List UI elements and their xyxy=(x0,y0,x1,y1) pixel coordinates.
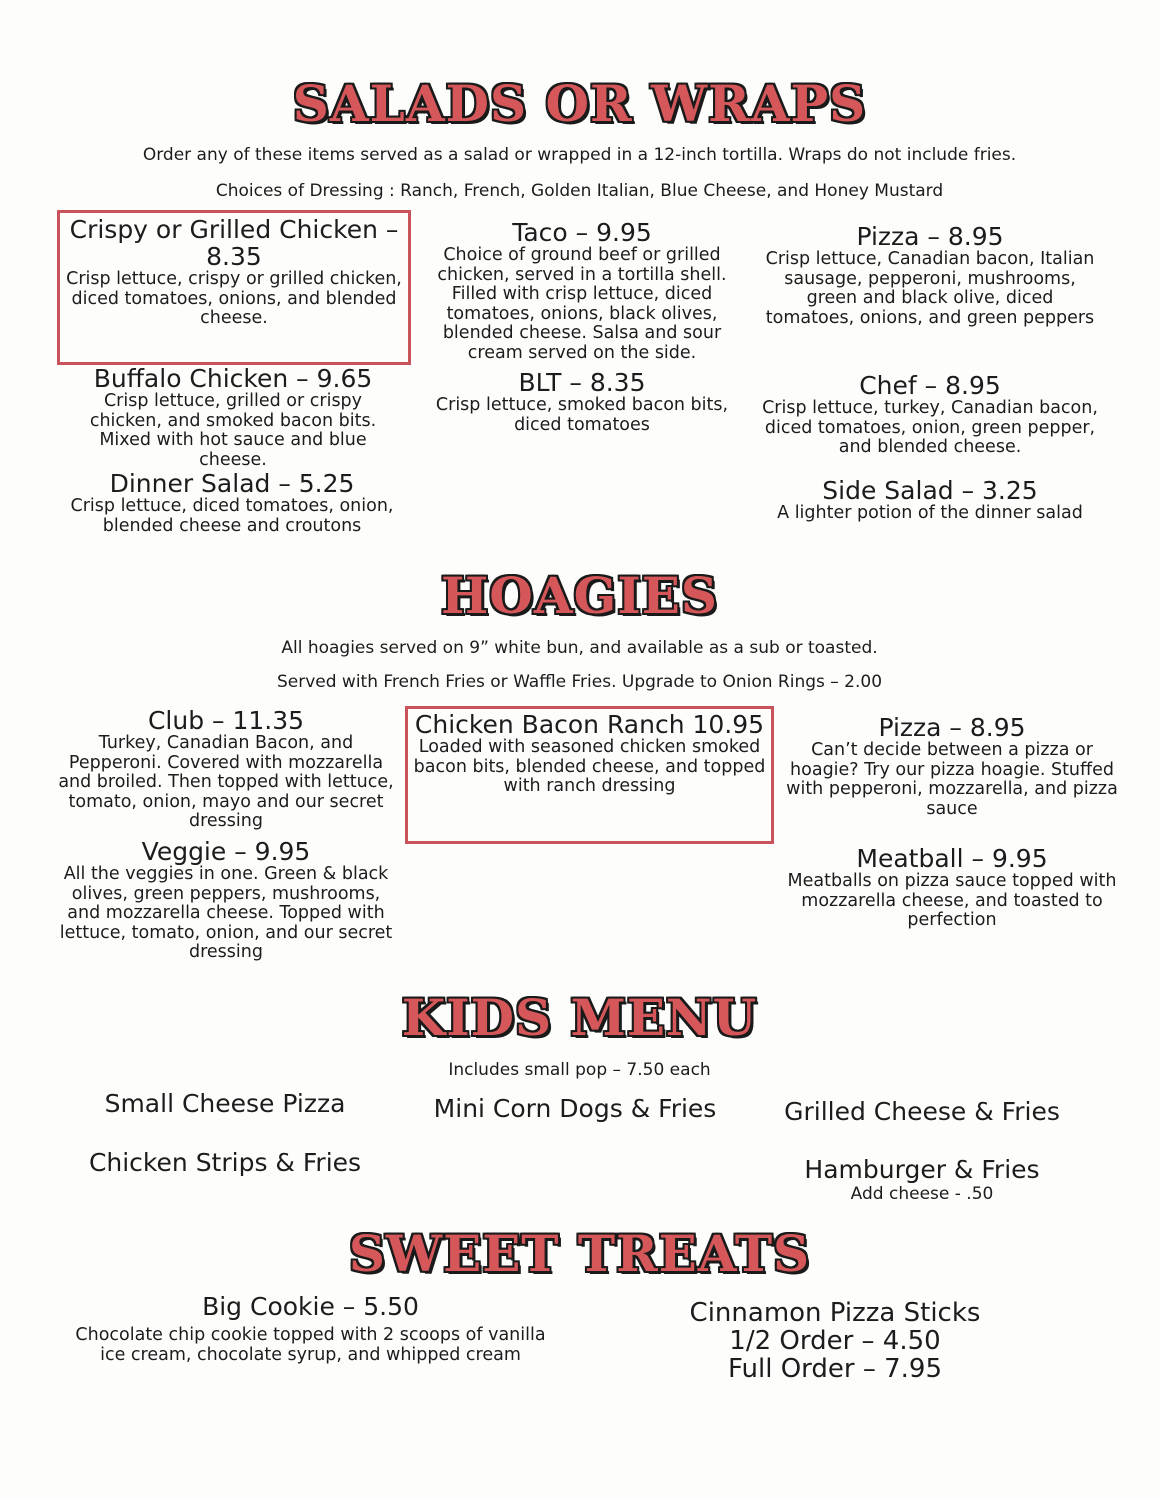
kids-item: Hamburger & Fries xyxy=(804,1155,1040,1184)
hoagie-veggie xyxy=(56,838,396,963)
kids-item: Grilled Cheese & Fries xyxy=(784,1097,1060,1126)
item-title: Chef – 8.95 xyxy=(859,371,1001,400)
half-order-price: 1/2 Order – 4.50 xyxy=(729,1326,941,1356)
item-title: Side Salad – 3.25 xyxy=(822,476,1038,505)
item-title: BLT – 8.35 xyxy=(518,368,646,397)
item-desc: Chocolate chip cookie topped with 2 scoops of vanilla ice cream, chocolate syrup, and whipped cream xyxy=(75,1325,546,1365)
item-desc: Meatballs on pizza sauce topped with mozzarella cheese, and toasted to perfection xyxy=(787,871,1117,930)
item-title: Buffalo Chicken – 9.65 xyxy=(93,364,373,393)
salad-dinner xyxy=(62,470,402,536)
item-title: Crispy or Grilled Chicken – 8.35 xyxy=(69,215,399,271)
kids-note: Includes small pop – 7.50 each xyxy=(448,1060,711,1080)
item-title: Dinner Salad – 5.25 xyxy=(109,469,355,498)
add-cheese-note: Add cheese - .50 xyxy=(850,1184,994,1204)
treats-heading: SWEET TREATS xyxy=(348,1224,811,1283)
kids-heading: KIDS MENU xyxy=(401,988,758,1047)
salads-note: Order any of these items served as a salad or wrapped in a 12-inch tortilla. Wraps do not include fries. xyxy=(142,145,1017,165)
hoagie-meatball xyxy=(782,845,1122,931)
hoagies-heading: HOAGIES xyxy=(441,566,718,625)
item-desc: Crisp lettuce, grilled or crispy chicken, and smoked bacon bits. Mixed with hot sauce and blue cheese. xyxy=(89,391,377,470)
salad-side xyxy=(762,477,1098,524)
treat-big-cookie xyxy=(58,1293,563,1365)
item-desc: A lighter potion of the dinner salad xyxy=(777,503,1083,523)
full-order-price: Full Order – 7.95 xyxy=(727,1354,943,1384)
item-desc: Crisp lettuce, smoked bacon bits, diced tomatoes xyxy=(435,395,729,435)
hoagie-pizza xyxy=(782,714,1122,819)
item-title: Club – 11.35 xyxy=(147,706,305,735)
hoagie-club xyxy=(56,707,396,832)
item-desc: Choice of ground beef or grilled chicken, served in a tortilla shell. Filled with crisp lettuce, diced tomatoes, onions, black olives, blended cheese. Salsa and sour cream served on the side. xyxy=(437,245,727,363)
salad-pizza xyxy=(762,223,1098,328)
item-desc: Crisp lettuce, crispy or grilled chicken, diced tomatoes, onions, and blended cheese. xyxy=(66,269,402,328)
hoagies-note: All hoagies served on 9” white bun, and available as a sub or toasted. xyxy=(281,638,878,658)
hoagie-chicken-bacon-ranch xyxy=(412,711,767,797)
item-title: Pizza – 8.95 xyxy=(856,222,1004,251)
fries-note: Served with French Fries or Waffle Fries. Upgrade to Onion Rings – 2.00 xyxy=(276,672,883,692)
item-desc: Crisp lettuce, turkey, Canadian bacon, diced tomatoes, onion, green pepper, and blended cheese. xyxy=(762,398,1098,457)
item-desc: Loaded with seasoned chicken smoked bacon bits, blended cheese, and topped with ranch dressing xyxy=(413,737,766,796)
salad-crispy-grilled-chicken xyxy=(62,216,406,329)
salad-taco xyxy=(432,219,732,363)
salad-buffalo-chicken xyxy=(78,365,388,470)
salad-blt xyxy=(432,369,732,435)
item-desc: Turkey, Canadian Bacon, and Pepperoni. Covered with mozzarella and broiled. Then topped with lettuce, tomato, onion, mayo and our secret dressing xyxy=(58,733,394,831)
kids-item: Mini Corn Dogs & Fries xyxy=(433,1094,717,1123)
item-desc: Crisp lettuce, Canadian bacon, Italian sausage, pepperoni, mushrooms, green and black olive, diced tomatoes, onions, and green peppers xyxy=(765,249,1095,328)
salads-heading: SALADS OR WRAPS xyxy=(292,74,867,133)
item-desc: Can’t decide between a pizza or hoagie? Try our pizza hoagie. Stuffed with pepperoni, mozzarella, and pizza sauce xyxy=(786,740,1118,819)
item-title: Cinnamon Pizza Sticks xyxy=(689,1298,981,1328)
item-desc: Crisp lettuce, diced tomatoes, onion, blended cheese and croutons xyxy=(70,496,394,536)
item-title: Big Cookie – 5.50 xyxy=(202,1292,419,1321)
salad-chef xyxy=(762,372,1098,458)
kids-item: Small Cheese Pizza xyxy=(104,1089,346,1118)
dressing-note: Choices of Dressing : Ranch, French, Golden Italian, Blue Cheese, and Honey Mustard xyxy=(215,181,944,201)
item-title: Meatball – 9.95 xyxy=(856,844,1048,873)
kids-item: Chicken Strips & Fries xyxy=(88,1148,362,1177)
item-title: Chicken Bacon Ranch 10.95 xyxy=(414,710,765,739)
item-title: Taco – 9.95 xyxy=(512,218,652,247)
item-title: Pizza – 8.95 xyxy=(878,713,1026,742)
treat-cinnamon-sticks xyxy=(665,1299,1005,1383)
item-title: Veggie – 9.95 xyxy=(141,837,311,866)
item-desc: All the veggies in one. Green & black olives, green peppers, mushrooms, and mozzarella cheese. Topped with lettuce, tomato, onion, and our secret dressing xyxy=(59,864,393,962)
